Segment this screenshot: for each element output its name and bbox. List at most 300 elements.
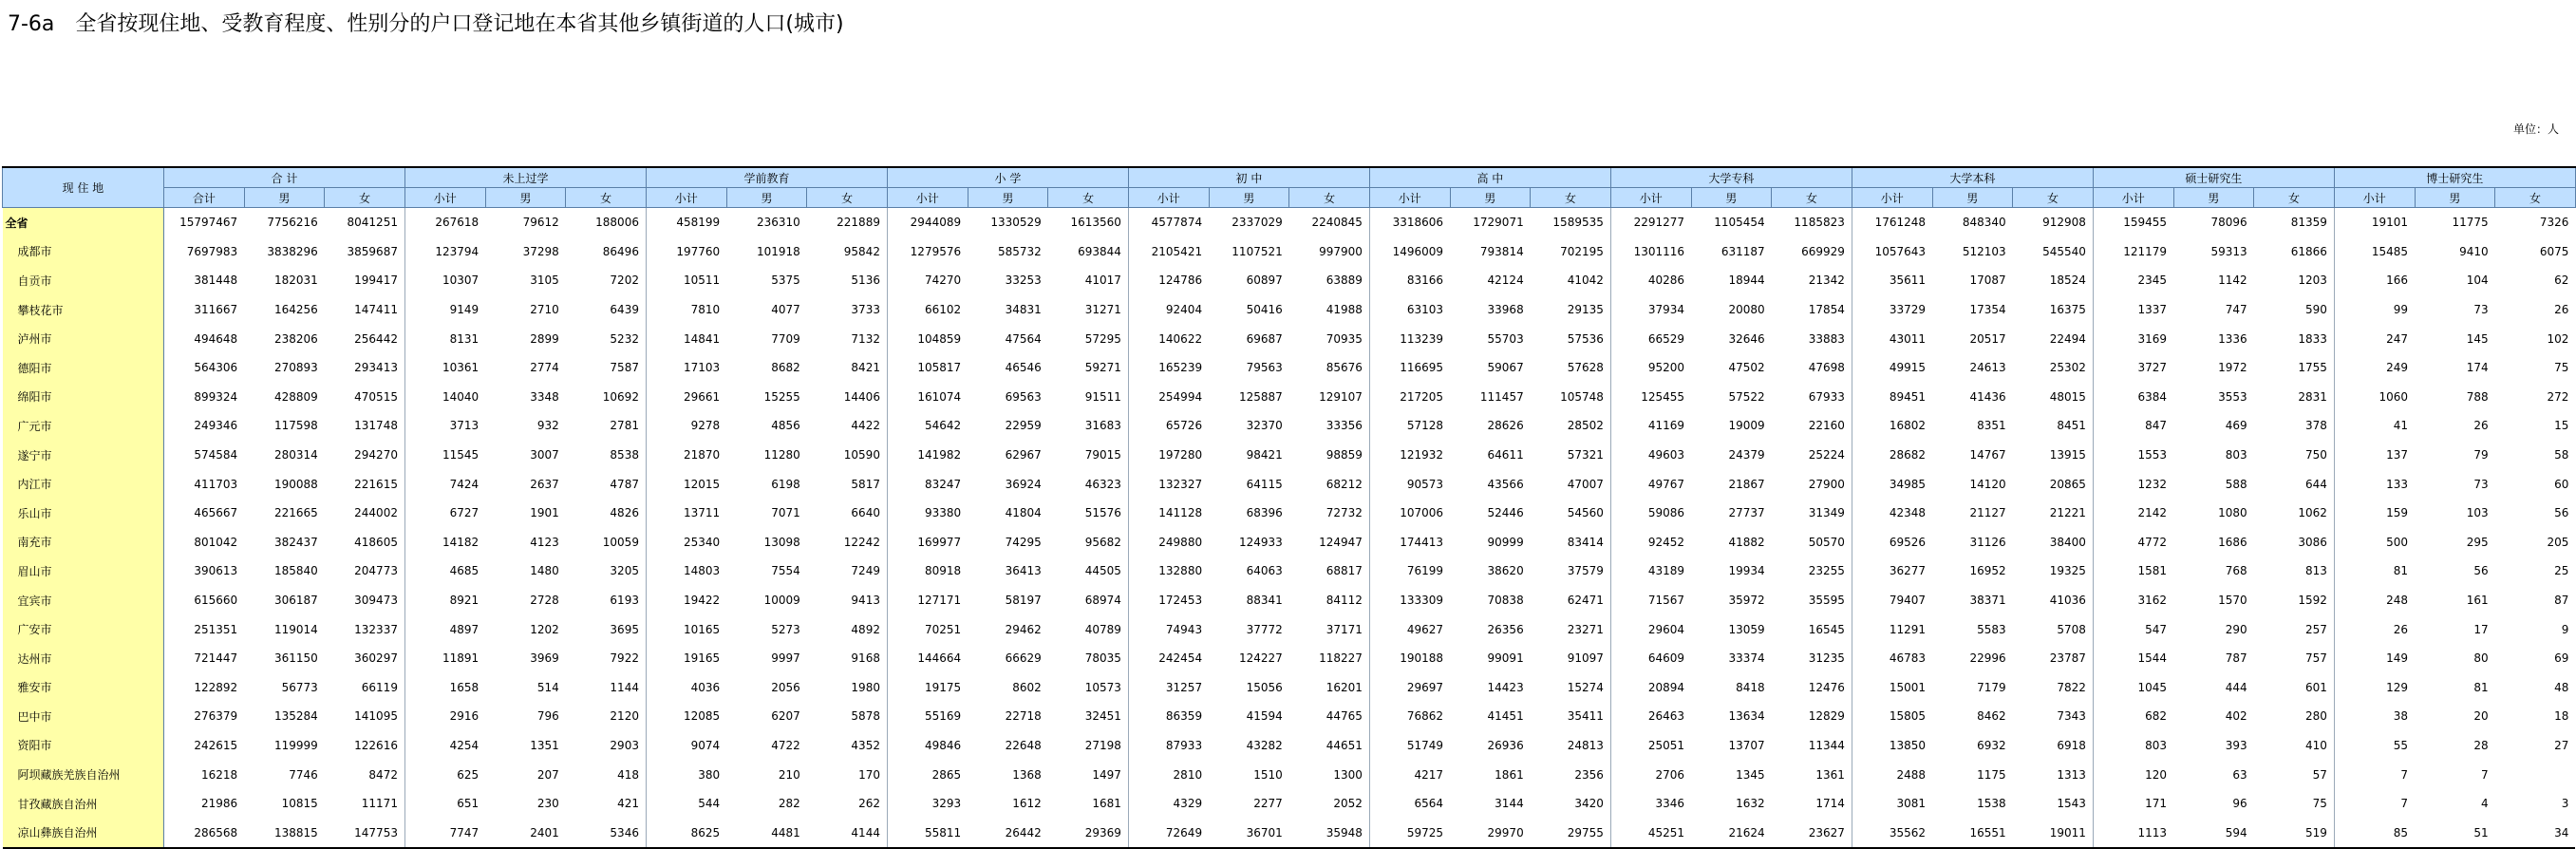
- table-cell: 3727: [2093, 353, 2173, 383]
- table-cell: 20080: [1728, 303, 1765, 317]
- table-cell: 682: [2093, 702, 2173, 731]
- table-cell: 10361: [404, 353, 485, 383]
- table-cell: 1581: [2093, 557, 2173, 586]
- table-cell: 64611: [1487, 448, 1524, 462]
- table-cell: 9074: [646, 731, 726, 761]
- table-cell: 1202: [530, 622, 559, 636]
- table-cell: 8602: [1012, 680, 1042, 694]
- table-cell: 29604: [1610, 614, 1691, 644]
- table-cell: 64609: [1610, 644, 1691, 673]
- table-cell: 16802: [1852, 411, 1932, 441]
- table-cell: 7343: [2057, 709, 2086, 724]
- table-cell: 41882: [1728, 535, 1765, 549]
- subcolumn-header: 女: [325, 188, 405, 208]
- table-cell: 63103: [1369, 295, 1450, 325]
- table-row: [3, 557, 2576, 586]
- table-cell: 3348: [530, 389, 559, 404]
- table-cell: 932: [536, 419, 559, 433]
- header-row-subcolumns: [3, 188, 2576, 208]
- table-cell: 242615: [194, 738, 238, 752]
- table-cell: 13634: [1728, 709, 1765, 724]
- table-cell: 2831: [2298, 389, 2327, 404]
- table-cell: 26: [2554, 303, 2569, 317]
- table-cell: 135284: [274, 709, 318, 724]
- table-cell: 7822: [2057, 680, 2086, 694]
- table-cell: 83166: [1369, 266, 1450, 295]
- table-cell: 29135: [1567, 303, 1604, 317]
- table-cell: 6439: [610, 303, 639, 317]
- table-cell: 4685: [404, 557, 485, 586]
- region-name: 泸州市: [3, 324, 164, 353]
- table-cell: 1080: [2218, 506, 2247, 520]
- table-cell: 4123: [530, 535, 559, 549]
- table-cell: 199417: [354, 274, 398, 288]
- table-cell: 6640: [851, 506, 880, 520]
- table-cell: 74270: [887, 266, 968, 295]
- table-row: [3, 499, 2576, 528]
- table-cell: 7202: [610, 274, 639, 288]
- table-cell: 1729071: [1473, 216, 1524, 230]
- table-cell: 95200: [1610, 353, 1691, 383]
- table-cell: 166: [2334, 266, 2415, 295]
- table-cell: 59271: [1084, 361, 1121, 375]
- table-cell: 29462: [1005, 622, 1042, 636]
- table-cell: 47007: [1567, 477, 1604, 491]
- table-cell: 49627: [1369, 614, 1450, 644]
- table-cell: 76862: [1369, 702, 1450, 731]
- table-cell: 111457: [1479, 389, 1524, 404]
- table-cell: 7587: [610, 361, 639, 375]
- table-cell: 7756216: [267, 216, 318, 230]
- region-name: 凉山彝族自治州: [3, 818, 164, 848]
- table-cell: 10573: [1084, 680, 1121, 694]
- table-cell: 4772: [2093, 528, 2173, 557]
- table-cell: 45251: [1610, 818, 1691, 848]
- table-cell: 221615: [354, 477, 398, 491]
- table-cell: 89451: [1852, 383, 1932, 412]
- table-cell: 7709: [771, 331, 800, 346]
- table-cell: 1337: [2093, 295, 2173, 325]
- region-name: 自贡市: [3, 266, 164, 295]
- table-cell: 72732: [1326, 506, 1363, 520]
- table-cell: 1510: [1253, 767, 1283, 782]
- table-cell: 207: [536, 767, 559, 782]
- table-cell: 411703: [194, 477, 238, 491]
- table-cell: 59067: [1487, 361, 1524, 375]
- table-cell: 669929: [1801, 244, 1845, 258]
- table-cell: 2944089: [887, 208, 968, 237]
- table-cell: 159: [2334, 499, 2415, 528]
- table-cell: 631187: [1720, 244, 1765, 258]
- table-cell: 85: [2334, 818, 2415, 848]
- subcolumn-header: 小计: [2334, 188, 2415, 208]
- table-cell: 15: [2554, 419, 2569, 433]
- table-cell: 47564: [1005, 331, 1042, 346]
- table-cell: 12015: [646, 469, 726, 499]
- subcolumn-header: 女: [2495, 188, 2576, 208]
- table-cell: 13711: [646, 499, 726, 528]
- table-cell: 125887: [1238, 389, 1283, 404]
- region-name: 广元市: [3, 411, 164, 441]
- table-cell: 1142: [2218, 274, 2247, 288]
- table-cell: 7554: [771, 564, 800, 578]
- table-cell: 69687: [1246, 331, 1283, 346]
- table-row: [3, 208, 2576, 237]
- table-cell: 17103: [646, 353, 726, 383]
- table-cell: 236310: [756, 216, 800, 230]
- table-cell: 1062: [2298, 506, 2327, 520]
- table-cell: 625: [404, 760, 485, 789]
- table-cell: 141982: [887, 441, 968, 470]
- table-cell: 41017: [1084, 274, 1121, 288]
- table-cell: 17087: [1969, 274, 2006, 288]
- table-cell: 4217: [1369, 760, 1450, 789]
- table-cell: 7: [2334, 789, 2415, 819]
- table-cell: 145: [2466, 331, 2489, 346]
- table-cell: 2356: [1574, 767, 1604, 782]
- table-cell: 15255: [763, 389, 800, 404]
- region-name: 雅安市: [3, 673, 164, 703]
- table-cell: 590: [2304, 303, 2327, 317]
- table-cell: 4144: [807, 818, 888, 848]
- table-cell: 69: [2554, 651, 2569, 666]
- table-cell: 51576: [1084, 506, 1121, 520]
- table-cell: 793814: [1479, 244, 1524, 258]
- region-name: 德阳市: [3, 353, 164, 383]
- table-cell: 5136: [851, 274, 880, 288]
- table-cell: 46323: [1084, 477, 1121, 491]
- table-cell: 50570: [1808, 535, 1845, 549]
- table-cell: 58197: [1005, 594, 1042, 608]
- table-cell: 848340: [1962, 216, 2006, 230]
- table-cell: 7424: [404, 469, 485, 499]
- table-cell: 9: [2561, 622, 2569, 636]
- table-cell: 125455: [1610, 383, 1691, 412]
- table-cell: 51749: [1369, 731, 1450, 761]
- table-cell: 37579: [1567, 564, 1604, 578]
- table-cell: 44651: [1326, 738, 1363, 752]
- table-cell: 64115: [1246, 477, 1283, 491]
- table-cell: 164256: [274, 303, 318, 317]
- table-cell: 20: [2473, 709, 2489, 724]
- table-cell: 121932: [1369, 441, 1450, 470]
- table-cell: 254994: [1128, 383, 1209, 412]
- table-cell: 14406: [843, 389, 880, 404]
- table-cell: 15797467: [179, 216, 238, 230]
- subcolumn-header: 男: [726, 188, 807, 208]
- table-cell: 21624: [1691, 818, 1772, 848]
- table-cell: 52446: [1487, 506, 1524, 520]
- table-cell: 1613560: [1070, 216, 1121, 230]
- table-title: 7-6a 全省按现住地、受教育程度、性别分的户口登记地在本省其他乡镇街道的人口(城市): [8, 12, 844, 36]
- table-cell: 21342: [1808, 274, 1845, 288]
- table-cell: 105748: [1560, 389, 1604, 404]
- table-row: [3, 644, 2576, 673]
- table-cell: 9278: [646, 411, 726, 441]
- table-cell: 803: [2225, 448, 2247, 462]
- table-cell: 67933: [1808, 389, 1845, 404]
- table-cell: 15001: [1852, 673, 1932, 703]
- table-cell: 8418: [1736, 680, 1765, 694]
- table-cell: 257: [2304, 622, 2327, 636]
- table-cell: 21867: [1728, 477, 1765, 491]
- table-cell: 8462: [1977, 709, 2006, 724]
- table-cell: 19175: [887, 673, 968, 703]
- table-cell: 4481: [726, 818, 807, 848]
- table-cell: 104859: [887, 324, 968, 353]
- table-cell: 66629: [1005, 651, 1042, 666]
- table-cell: 1105454: [1714, 216, 1765, 230]
- table-cell: 512103: [1962, 244, 2006, 258]
- region-name: 资阳市: [3, 731, 164, 761]
- group-header-doctor: 博士研究生: [2334, 167, 2575, 188]
- table-cell: 4856: [771, 419, 800, 433]
- table-cell: 10692: [602, 389, 639, 404]
- table-cell: 43189: [1610, 557, 1691, 586]
- table-cell: 141128: [1128, 499, 1209, 528]
- table-cell: 2401: [485, 818, 566, 848]
- table-cell: 8538: [610, 448, 639, 462]
- table-cell: 249346: [194, 419, 238, 433]
- table-cell: 24613: [1969, 361, 2006, 375]
- table-cell: 95842: [843, 244, 880, 258]
- table-cell: 60: [2554, 477, 2569, 491]
- table-cell: 19422: [646, 586, 726, 615]
- table-cell: 1901: [530, 506, 559, 520]
- subcolumn-header: 女: [2013, 188, 2094, 208]
- region-name: 遂宁市: [3, 441, 164, 470]
- table-cell: 6193: [610, 594, 639, 608]
- table-cell: 41451: [1487, 709, 1524, 724]
- table-cell: 3205: [610, 564, 639, 578]
- table-cell: 14423: [1487, 680, 1524, 694]
- table-cell: 7: [2334, 760, 2415, 789]
- table-cell: 4077: [771, 303, 800, 317]
- table-cell: 6932: [1977, 738, 2006, 752]
- table-cell: 9410: [2459, 244, 2489, 258]
- table-cell: 66102: [887, 295, 968, 325]
- table-cell: 7132: [851, 331, 880, 346]
- table-cell: 1480: [530, 564, 559, 578]
- region-name: 甘孜藏族自治州: [3, 789, 164, 819]
- table-cell: 48015: [2049, 389, 2086, 404]
- table-cell: 35562: [1852, 818, 1932, 848]
- table-cell: 564306: [194, 361, 238, 375]
- table-cell: 62967: [1005, 448, 1042, 462]
- table-cell: 20894: [1610, 673, 1691, 703]
- table-cell: 98859: [1326, 448, 1363, 462]
- table-cell: 25051: [1610, 731, 1691, 761]
- table-cell: 2781: [610, 419, 639, 433]
- table-cell: 73: [2473, 477, 2489, 491]
- table-cell: 133: [2334, 469, 2415, 499]
- table-cell: 10511: [646, 266, 726, 295]
- table-cell: 2240845: [1311, 216, 1363, 230]
- table-cell: 161074: [887, 383, 968, 412]
- table-cell: 74943: [1128, 614, 1209, 644]
- table-cell: 41594: [1246, 709, 1283, 724]
- table-cell: 10009: [763, 594, 800, 608]
- table-cell: 116695: [1369, 353, 1450, 383]
- table-cell: 190188: [1369, 644, 1450, 673]
- table-cell: 38371: [1969, 594, 2006, 608]
- table-cell: 2774: [530, 361, 559, 375]
- table-cell: 5273: [771, 622, 800, 636]
- region-name: 达州市: [3, 644, 164, 673]
- table-row: [3, 353, 2576, 383]
- table-cell: 161: [2466, 594, 2489, 608]
- table-cell: 188006: [595, 216, 639, 230]
- table-cell: 22996: [1969, 651, 2006, 666]
- subcolumn-header: 小计: [887, 188, 968, 208]
- group-header-total: 合 计: [164, 167, 405, 188]
- table-cell: 105817: [887, 353, 968, 383]
- table-cell: 8351: [1977, 419, 2006, 433]
- table-cell: 8041251: [347, 216, 398, 230]
- table-cell: 2277: [1253, 797, 1283, 811]
- table-cell: 22160: [1808, 419, 1845, 433]
- subcolumn-header: 小计: [646, 188, 726, 208]
- table-cell: 103: [2466, 506, 2489, 520]
- table-cell: 80: [2473, 651, 2489, 666]
- table-cell: 10590: [843, 448, 880, 462]
- table-cell: 55: [2334, 731, 2415, 761]
- table-cell: 56: [2554, 506, 2569, 520]
- region-name: 攀枝花市: [3, 295, 164, 325]
- table-cell: 27900: [1808, 477, 1845, 491]
- table-cell: 1686: [2218, 535, 2247, 549]
- table-cell: 1612: [1012, 797, 1042, 811]
- table-cell: 1057643: [1852, 237, 1932, 267]
- table-cell: 159455: [2093, 208, 2173, 237]
- table-row: [3, 383, 2576, 412]
- table-cell: 56: [2473, 564, 2489, 578]
- table-cell: 113239: [1369, 324, 1450, 353]
- table-cell: 801042: [194, 535, 238, 549]
- table-cell: 26: [2473, 419, 2489, 433]
- table-cell: 31349: [1808, 506, 1845, 520]
- table-cell: 197760: [646, 237, 726, 267]
- table-cell: 81: [2334, 557, 2415, 586]
- table-cell: 912908: [2042, 216, 2086, 230]
- table-cell: 70838: [1487, 594, 1524, 608]
- table-cell: 1203: [2298, 274, 2327, 288]
- table-cell: 16952: [1969, 564, 2006, 578]
- table-cell: 119014: [274, 622, 318, 636]
- table-cell: 16545: [1808, 622, 1845, 636]
- table-cell: 282: [778, 797, 800, 811]
- table-cell: 17354: [1969, 303, 2006, 317]
- table-cell: 251351: [194, 622, 238, 636]
- table-cell: 262: [858, 797, 880, 811]
- table-cell: 221889: [837, 216, 880, 230]
- table-cell: 14767: [1969, 448, 2006, 462]
- table-cell: 54642: [887, 411, 968, 441]
- table-cell: 27737: [1728, 506, 1765, 520]
- table-row: [3, 295, 2576, 325]
- table-cell: 418605: [354, 535, 398, 549]
- table-cell: 1144: [610, 680, 639, 694]
- table-cell: 15805: [1852, 702, 1932, 731]
- table-cell: 295: [2466, 535, 2489, 549]
- table-cell: 7747: [404, 818, 485, 848]
- table-cell: 140622: [1128, 324, 1209, 353]
- table-cell: 4826: [610, 506, 639, 520]
- table-cell: 34: [2495, 818, 2576, 848]
- table-cell: 54560: [1567, 506, 1604, 520]
- table-cell: 84112: [1326, 594, 1363, 608]
- table-cell: 2706: [1610, 760, 1691, 789]
- table-cell: 23271: [1567, 622, 1604, 636]
- table-cell: 3169: [2093, 324, 2173, 353]
- table-cell: 42124: [1487, 274, 1524, 288]
- table-cell: 22648: [1005, 738, 1042, 752]
- table-cell: 9168: [851, 651, 880, 666]
- table-cell: 141095: [354, 709, 398, 724]
- table-cell: 11291: [1852, 614, 1932, 644]
- table-cell: 119999: [274, 738, 318, 752]
- table-cell: 36924: [1005, 477, 1042, 491]
- table-cell: 31126: [1969, 535, 2006, 549]
- table-cell: 1045: [2093, 673, 2173, 703]
- table-cell: 57522: [1728, 389, 1765, 404]
- table-cell: 768: [2225, 564, 2247, 578]
- table-cell: 91097: [1567, 651, 1604, 666]
- table-cell: 79: [2473, 448, 2489, 462]
- table-cell: 46546: [1005, 361, 1042, 375]
- table-cell: 26442: [968, 818, 1048, 848]
- table-cell: 79015: [1084, 448, 1121, 462]
- table-cell: 26936: [1487, 738, 1524, 752]
- table-cell: 19009: [1728, 419, 1765, 433]
- table-cell: 5708: [2057, 622, 2086, 636]
- table-cell: 41804: [1005, 506, 1042, 520]
- table-cell: 2052: [1333, 797, 1363, 811]
- table-cell: 120: [2093, 760, 2173, 789]
- region-name: 阿坝藏族羌族自治州: [3, 760, 164, 789]
- table-row: [3, 469, 2576, 499]
- table-cell: 124933: [1238, 535, 1283, 549]
- group-header-bachelor: 大学本科: [1852, 167, 2093, 188]
- table-cell: 997900: [1319, 244, 1363, 258]
- subcolumn-header: 女: [566, 188, 647, 208]
- table-cell: 75: [2312, 797, 2327, 811]
- subcolumn-header: 小计: [1128, 188, 1209, 208]
- table-cell: 221665: [274, 506, 318, 520]
- table-cell: 15485: [2334, 237, 2415, 267]
- table-cell: 25224: [1808, 448, 1845, 462]
- table-cell: 68974: [1084, 594, 1121, 608]
- table-cell: 18: [2554, 709, 2569, 724]
- table-cell: 57: [2312, 767, 2327, 782]
- subcolumn-header: 女: [1048, 188, 1129, 208]
- table-cell: 458199: [646, 208, 726, 237]
- table-row: [3, 266, 2576, 295]
- table-cell: 22718: [1005, 709, 1042, 724]
- table-cell: 101918: [756, 244, 800, 258]
- table-cell: 33968: [1487, 303, 1524, 317]
- table-cell: 124227: [1238, 651, 1283, 666]
- table-cell: 249880: [1128, 528, 1209, 557]
- table-cell: 547: [2093, 614, 2173, 644]
- table-cell: 34985: [1852, 469, 1932, 499]
- table-cell: 68212: [1326, 477, 1363, 491]
- table-cell: 514: [536, 680, 559, 694]
- table-cell: 35972: [1728, 594, 1765, 608]
- table-cell: 86359: [1128, 702, 1209, 731]
- subcolumn-header: 男: [244, 188, 325, 208]
- table-cell: 248: [2334, 586, 2415, 615]
